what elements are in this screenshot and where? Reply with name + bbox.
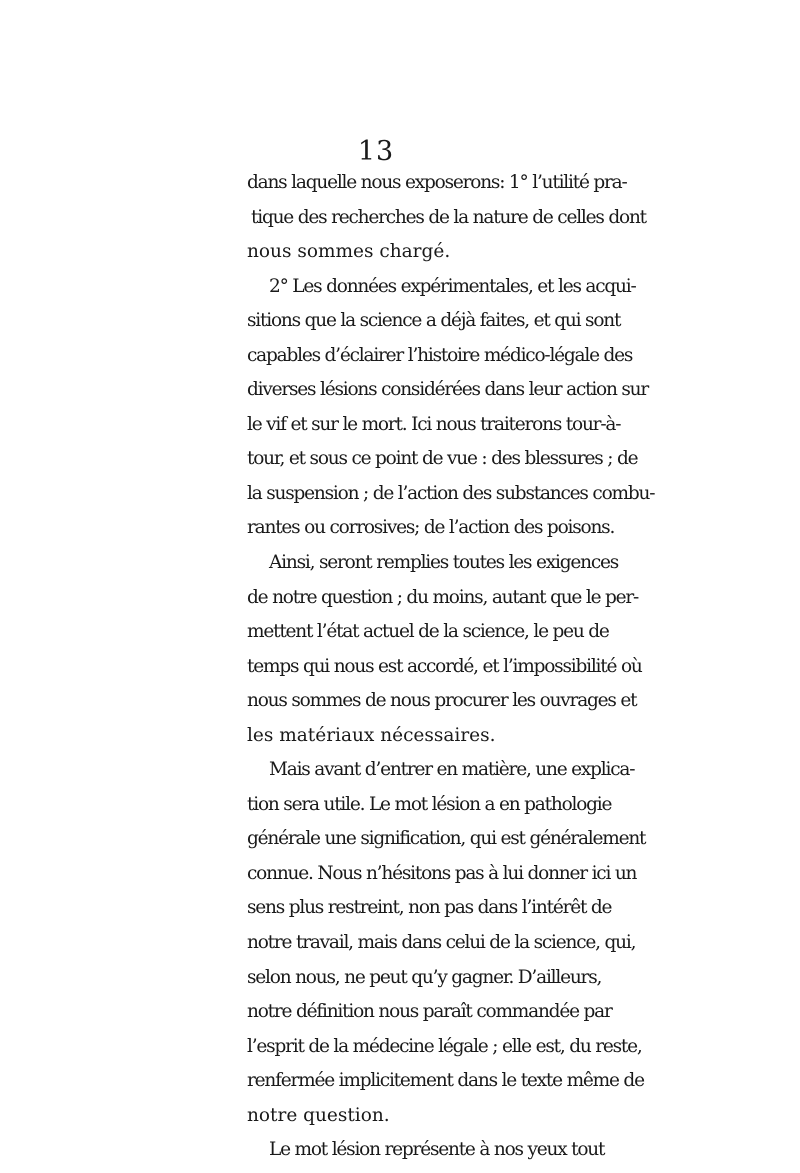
text-line: capables d’éclairer l’histoire médico-légale des [247,344,633,366]
text-line: générale une signification, qui est généralement [247,828,646,850]
text-line: les matériaux nécessaires. [247,724,496,746]
text-line: la suspension ; de l’action des substances combu- [247,482,655,504]
text-line: notre travail, mais dans celui de la science, qui, [247,932,636,954]
text-line: Mais avant d’entrer en matière, une explica- [269,759,635,781]
text-line: rantes ou corrosives; de l’action des poisons. [247,517,615,539]
page-number: 13 [357,136,395,167]
text-line: renfermée implicitement dans le texte même de [247,1070,644,1092]
text-line: mettent l’état actuel de la science, le peu de [247,621,609,643]
text-line: notre question. [247,1104,390,1126]
text-line: notre définition nous paraît commandée par [247,1001,612,1023]
text-line: Ainsi, seront remplies toutes les exigences [269,552,619,574]
text-line: tique des recherches de la nature de celles dont [251,206,646,228]
text-line: sitions que la science a déjà faites, et qui sont [247,310,621,332]
text-line: diverses lésions considérées dans leur action sur [247,379,649,401]
text-line: tion sera utile. Le mot lésion a en pathologie [247,793,612,815]
text-line: l’esprit de la médecine légale ; elle est, du reste, [247,1035,642,1057]
text-line: dans laquelle nous exposerons: 1° l’utilité pra- [247,172,627,193]
text-line: le vif et sur le mort. Ici nous traiterons tour-à- [247,413,621,435]
text-line: connue. Nous n’hésitons pas à lui donner ici un [247,862,637,884]
body-text [247,166,655,1168]
text-line: nous sommes de nous procurer les ouvrages et [247,690,637,712]
text-line: sens plus restreint, non pas dans l’intérêt de [247,897,612,919]
text-line: selon nous, ne peut qu’y gagner. D’ailleurs, [247,966,602,988]
text-line: nous sommes chargé. [247,241,451,263]
text-line: de notre question ; du moins, autant que le per- [247,586,639,608]
text-line: 2° Les données expérimentales, et les acqui- [269,275,636,297]
text-line: tour, et sous ce point de vue : des blessures ; de [247,448,638,470]
text-line: temps qui nous est accordé, et l’impossibilité où [247,655,642,677]
text-line: Le mot lésion représente à nos yeux tout [269,1139,605,1161]
